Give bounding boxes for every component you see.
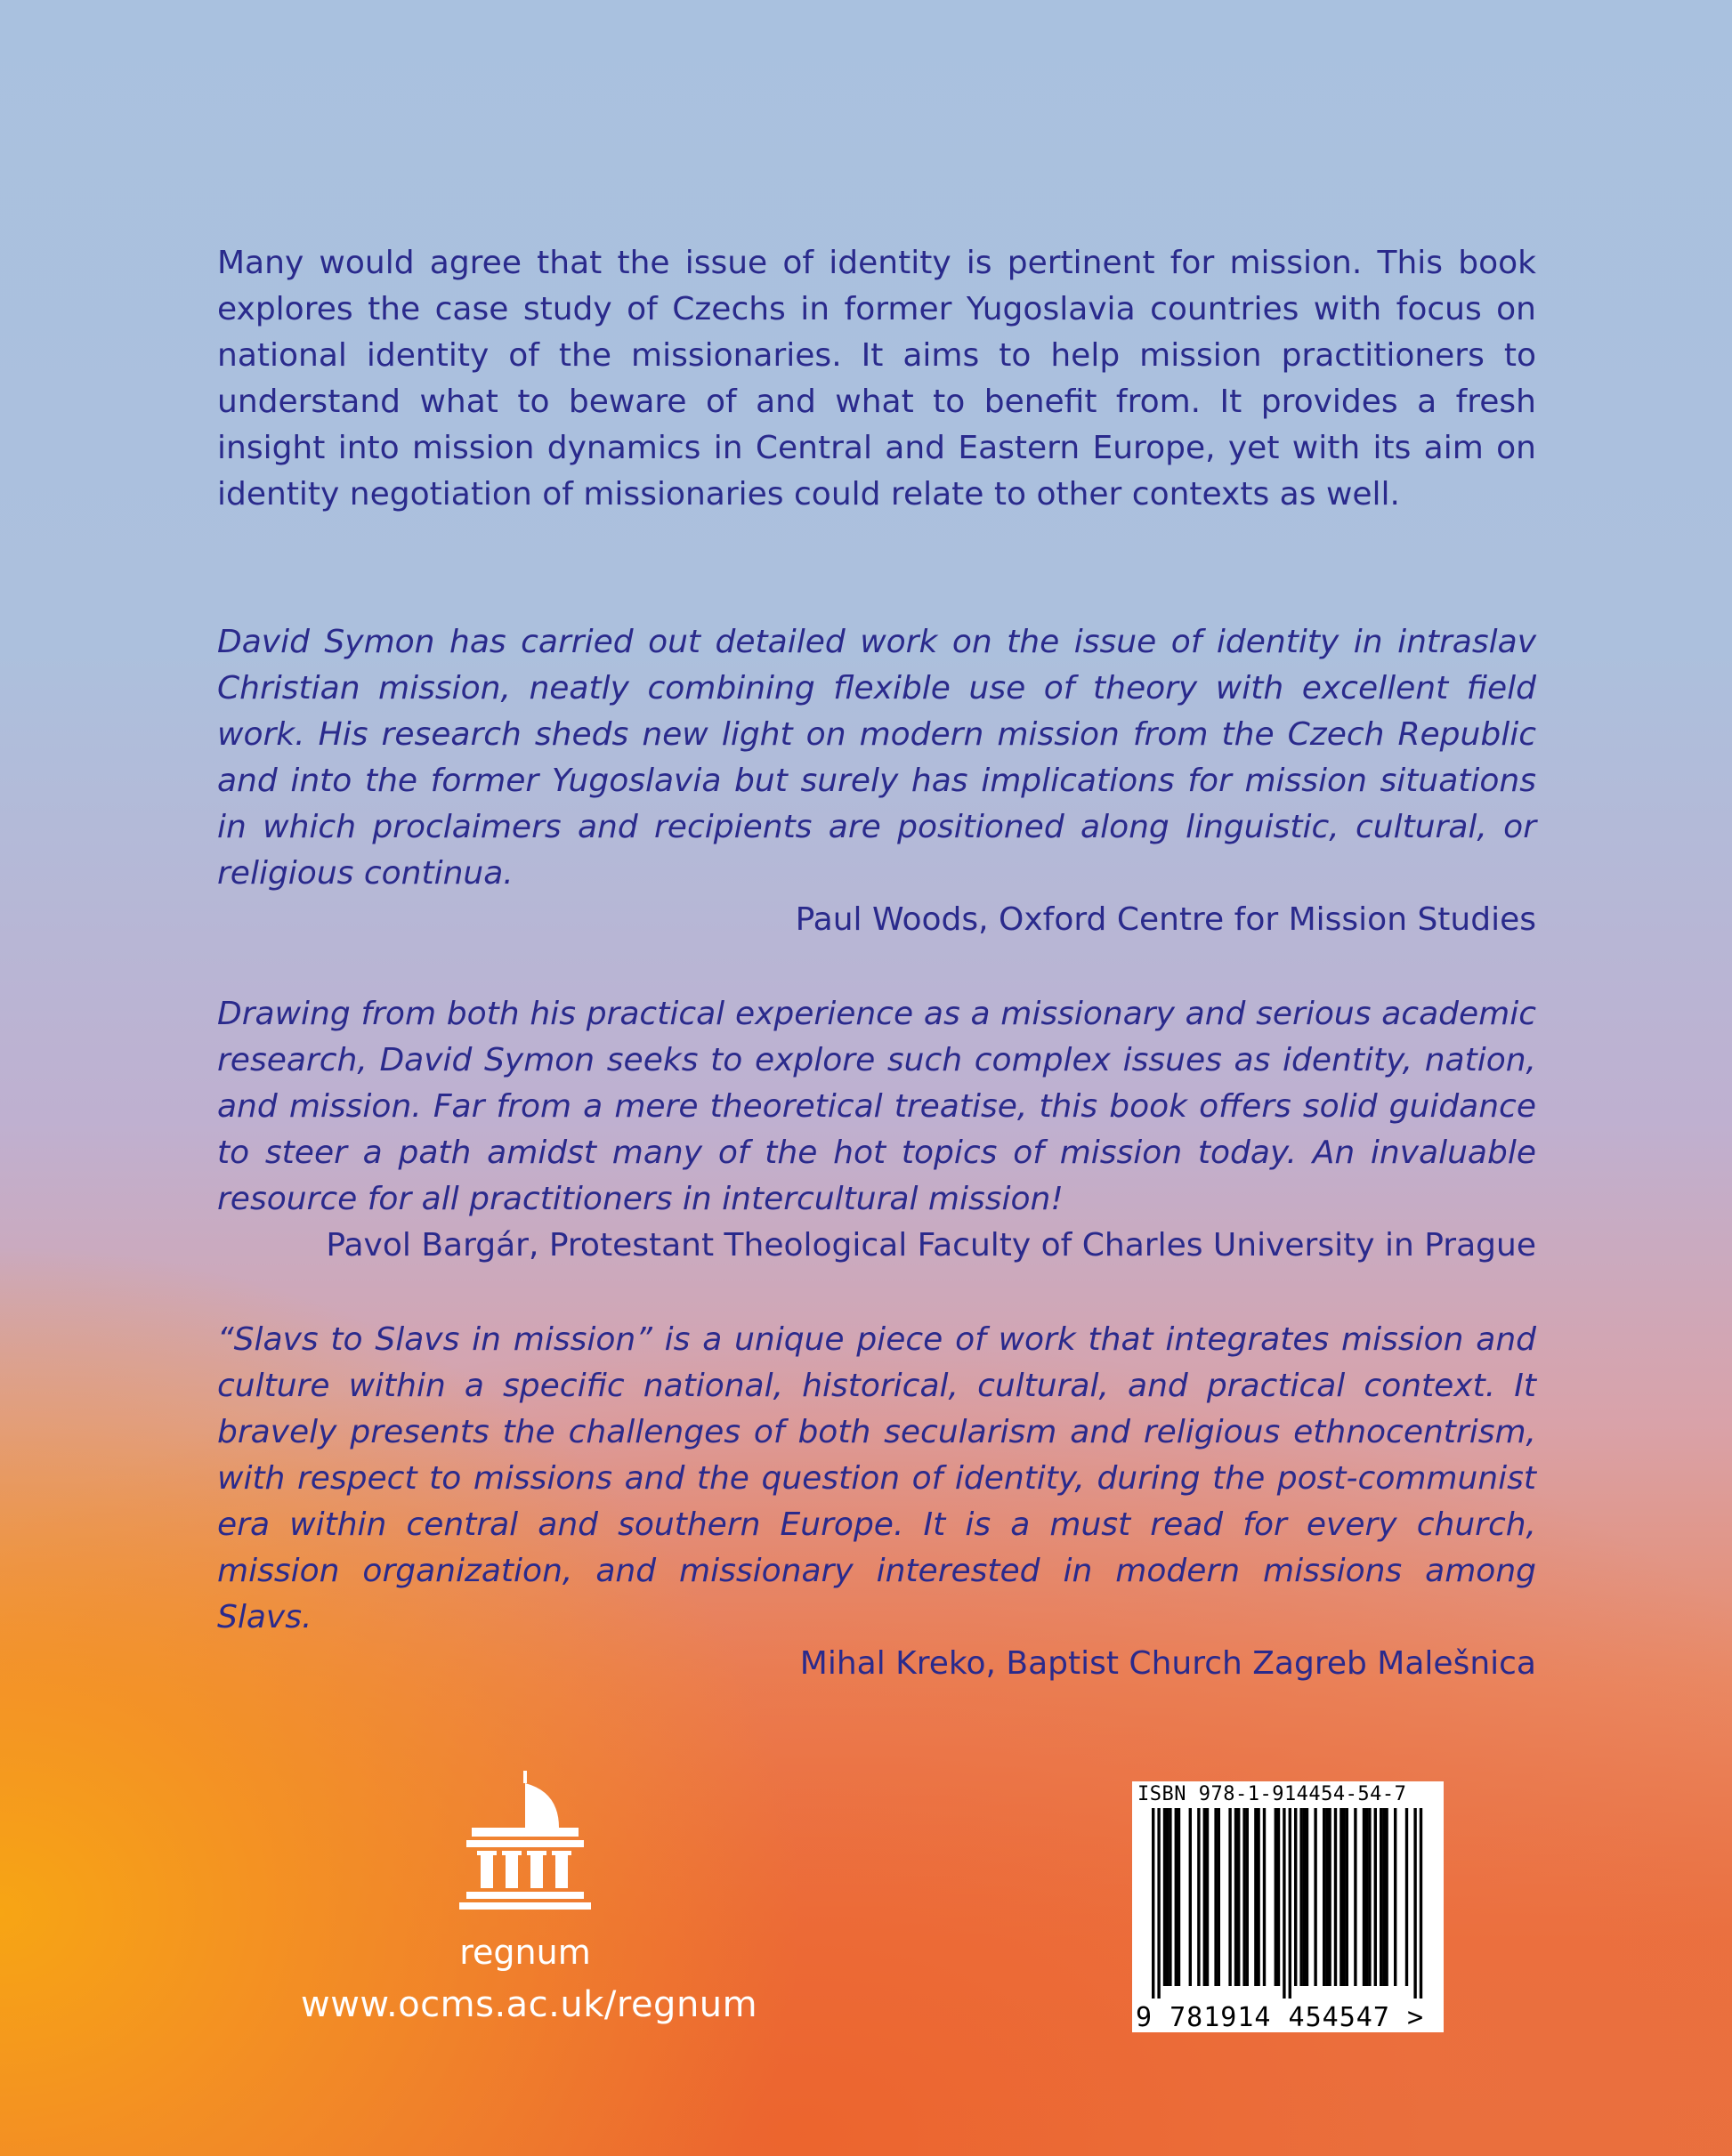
barcode-bar bbox=[1163, 1808, 1166, 1986]
barcode-bar bbox=[1365, 1808, 1368, 1986]
barcode-bar bbox=[1254, 1808, 1257, 1986]
publisher-url: www.ocms.ac.uk/regnum bbox=[301, 1984, 758, 2025]
endorsement-1 bbox=[217, 619, 1536, 943]
endorsement-author: Pavol Bargár, Protestant Theological Faculty of Charles University in Prague bbox=[326, 1227, 1536, 1264]
endorsement-3 bbox=[217, 1317, 1536, 1687]
barcode-bar bbox=[1166, 1808, 1169, 1986]
barcode-bar bbox=[1342, 1808, 1345, 1986]
barcode-bar bbox=[1228, 1808, 1231, 1986]
barcode-bar bbox=[1257, 1808, 1259, 1986]
barcode-bar bbox=[1157, 1808, 1160, 1999]
barcode-bar bbox=[1354, 1808, 1356, 1986]
barcode-bar bbox=[1325, 1808, 1328, 1986]
blurb-text: Many would agree that the issue of identity is pertinent for mission. This book explores the case study of Czechs in former Yugoslavia countries with focus on national identity of the missionaries. It aims to help mission practitioners to understand what to beware of and what to benefit from. It provides a fresh insight into mission dynamics in Central and Eastern Europe, yet with its aim on identity negotiation of missionaries could relate to other contexts as well. bbox=[217, 245, 1536, 513]
barcode-bar bbox=[1420, 1808, 1422, 1999]
endorsement-quote: “Slavs to Slavs in mission” is a unique piece of work that integrates mission and culture within a specific national, historical, cultural, and practical context. It bravely presents the challenges of both secularism and religious ethnocentrism, with respect to missions and the question of identity, during the post-communist era within central and southern Europe. It is a must read for every church, mission organization, and missionary interested in modern missions among Slavs. bbox=[217, 1321, 1536, 1635]
endorsement-author: Mihal Kreko, Baptist Church Zagreb Malešnica bbox=[799, 1645, 1536, 1682]
barcode-bar bbox=[1385, 1808, 1388, 1986]
barcode-bar bbox=[1363, 1808, 1365, 1986]
barcode-bar bbox=[1152, 1808, 1154, 1999]
barcode-digits: 9 781914 454547 > bbox=[1136, 2002, 1425, 2033]
barcode-bar bbox=[1328, 1808, 1331, 1986]
barcode-bar bbox=[1306, 1808, 1308, 1986]
book-blurb bbox=[217, 240, 1536, 518]
isbn-label: ISBN 978-1-914454-54-7 bbox=[1137, 1783, 1407, 1805]
barcode-bar bbox=[1263, 1808, 1266, 1986]
barcode-bar bbox=[1303, 1808, 1306, 1986]
barcode-bar bbox=[1206, 1808, 1209, 1986]
barcode-bar bbox=[1275, 1808, 1277, 1986]
barcode-bar bbox=[1214, 1808, 1217, 1986]
barcode-bar bbox=[1299, 1808, 1302, 1986]
barcode-bar bbox=[1380, 1808, 1382, 1986]
barcode-bar bbox=[1374, 1808, 1377, 1986]
barcode-bar bbox=[1405, 1808, 1408, 1986]
barcode-bar bbox=[1382, 1808, 1385, 1986]
barcode-bar bbox=[1197, 1808, 1200, 1986]
endorsement-2 bbox=[217, 991, 1536, 1269]
barcode-bar bbox=[1237, 1808, 1240, 1986]
barcode-bar bbox=[1334, 1808, 1337, 1986]
barcode-bar bbox=[1189, 1808, 1192, 1986]
isbn-barcode bbox=[1132, 1781, 1444, 2032]
barcode-bar bbox=[1178, 1808, 1180, 1986]
barcode-bar bbox=[1394, 1808, 1396, 1986]
barcode-bar bbox=[1242, 1808, 1245, 1986]
barcode-bar bbox=[1175, 1808, 1178, 1986]
endorsement-quote: David Symon has carried out detailed work on the issue of identity in intraslav Christian mission, neatly combining flexible use of theory with excellent field work. His research sheds new light on modern mission from the Czech Republic and into the former Yugoslavia but surely has implications for mission situations in which proclaimers and recipients are positioned along linguistic, cultural, or religious continua. bbox=[217, 624, 1536, 892]
barcode-bar bbox=[1368, 1808, 1371, 1986]
barcode-bar bbox=[1169, 1808, 1171, 1986]
barcode-bar bbox=[1346, 1808, 1348, 1986]
barcode-bar bbox=[1339, 1808, 1342, 1986]
barcode-bar bbox=[1246, 1808, 1249, 1986]
endorsement-quote: Drawing from both his practical experience as a missionary and serious academic research, David Symon seeks to explore such complex issues as identity, nation, and mission. Far from a mere theoretical treatise, this book offers solid guidance to steer a path amidst many of the hot topics of mission today. An invaluable resource for all practitioners in intercultural mission! bbox=[217, 996, 1536, 1217]
barcode-bar bbox=[1234, 1808, 1237, 1986]
barcode-bar bbox=[1323, 1808, 1325, 1986]
barcode-bars bbox=[1132, 1808, 1444, 2004]
barcode-bar bbox=[1294, 1808, 1297, 1986]
endorsement-author: Paul Woods, Oxford Centre for Mission Studies bbox=[795, 901, 1536, 938]
barcode-bar bbox=[1413, 1808, 1416, 1999]
barcode-bar bbox=[1218, 1808, 1220, 1986]
barcode-bar bbox=[1203, 1808, 1206, 1986]
publisher-name: regnum bbox=[459, 1933, 591, 1972]
barcode-bar bbox=[1277, 1808, 1280, 1986]
barcode-bar bbox=[1314, 1808, 1316, 1986]
barcode-bar bbox=[1289, 1808, 1291, 1999]
barcode-bar bbox=[1283, 1808, 1285, 1999]
